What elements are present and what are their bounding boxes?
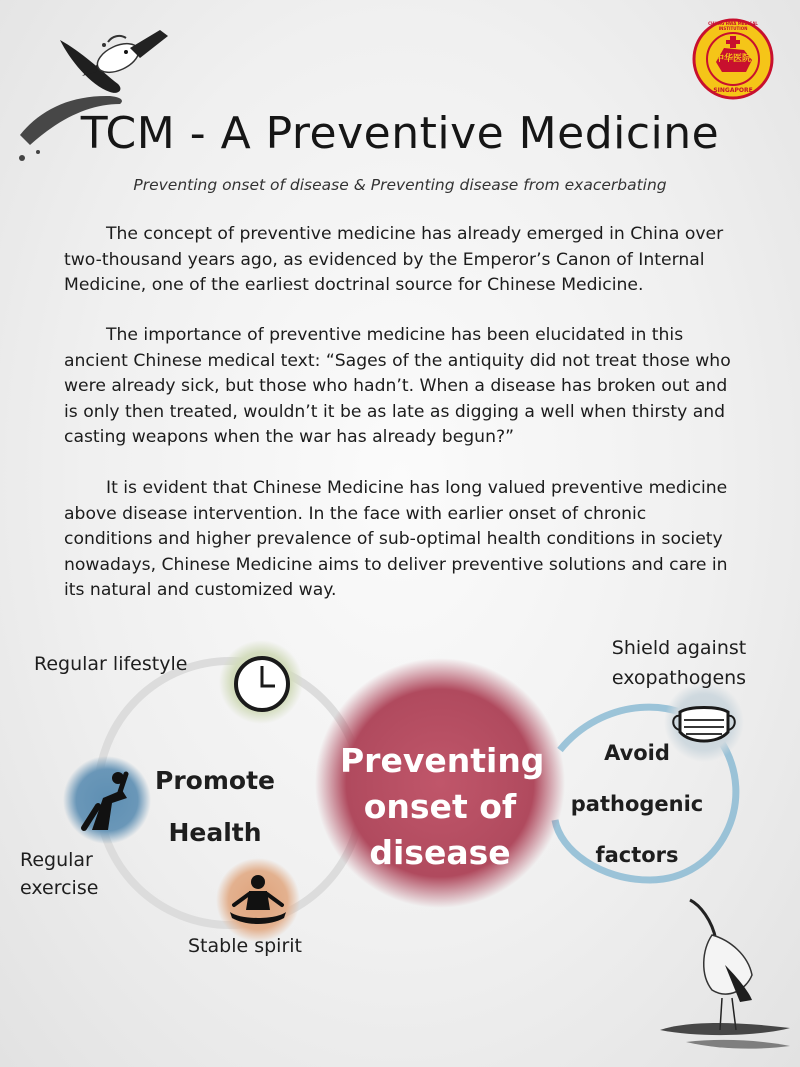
page-subtitle: Preventing onset of disease & Preventing disease from exacerbating [133,176,667,194]
center-line3: disease [369,833,511,872]
avoid-line1: Avoid [604,741,670,765]
logo-ring-text: CHUNG HWA MEDICAL INSTITUTION [708,21,758,31]
label-exercise-line2: exercise [20,877,99,899]
avoid-line2: pathogenic [570,792,704,816]
clock-icon [236,658,288,710]
avoid-pathogens-title [562,728,712,881]
label-shield-line2: exopathogens [611,667,747,689]
avoid-line3: factors [595,843,679,867]
label-shield-exopathogens [600,633,758,693]
label-exercise-line1: Regular [20,849,93,871]
institution-logo [692,18,774,100]
label-regular-lifestyle: Regular lifestyle [34,653,188,675]
quote-paragraph: The importance of preventive medicine has been elucidated in this ancient Chinese medical text: “Sages of the antiquity did not treat those who were already sick, but those who hadn’t. When a disease has broken out and is only then treated, wouldn’t it be as late as digging a well when thirsty and casting weapons when the war has already begun?” [64,325,731,447]
intro-paragraph: The concept of preventive medicine has already emerged in China over two-thousand years ago, as evidenced by the Emperor’s Canon of Internal Medicine, one of the earliest doctrinal source for Chinese Medicine. [64,224,724,295]
center-title [340,738,545,876]
page-title: TCM - A Preventive Medicine [80,108,720,159]
logo-chinese-text: 中华医院 [714,54,751,64]
center-line2: onset of [363,787,517,826]
center-line1: Preventing [340,741,545,780]
label-stable-spirit: Stable spirit [188,935,302,957]
conclusion-paragraph: It is evident that Chinese Medicine has long valued preventive medicine above disease intervention. In the face with earlier onset of chronic conditions and higher prevalence of sub-optimal health conditions in society nowadays, Chinese Medicine aims to deliver preventive solutions and care in its natural and customized way. [64,478,728,600]
promote-health-title [150,755,280,859]
label-regular-exercise [20,846,98,902]
logo-bottom-text: SINGAPORE [713,87,753,94]
promote-line1: Promote [155,766,275,795]
label-shield-line1: Shield against [611,637,747,659]
promote-line2: Health [168,818,262,847]
crane-painting [660,900,790,1049]
